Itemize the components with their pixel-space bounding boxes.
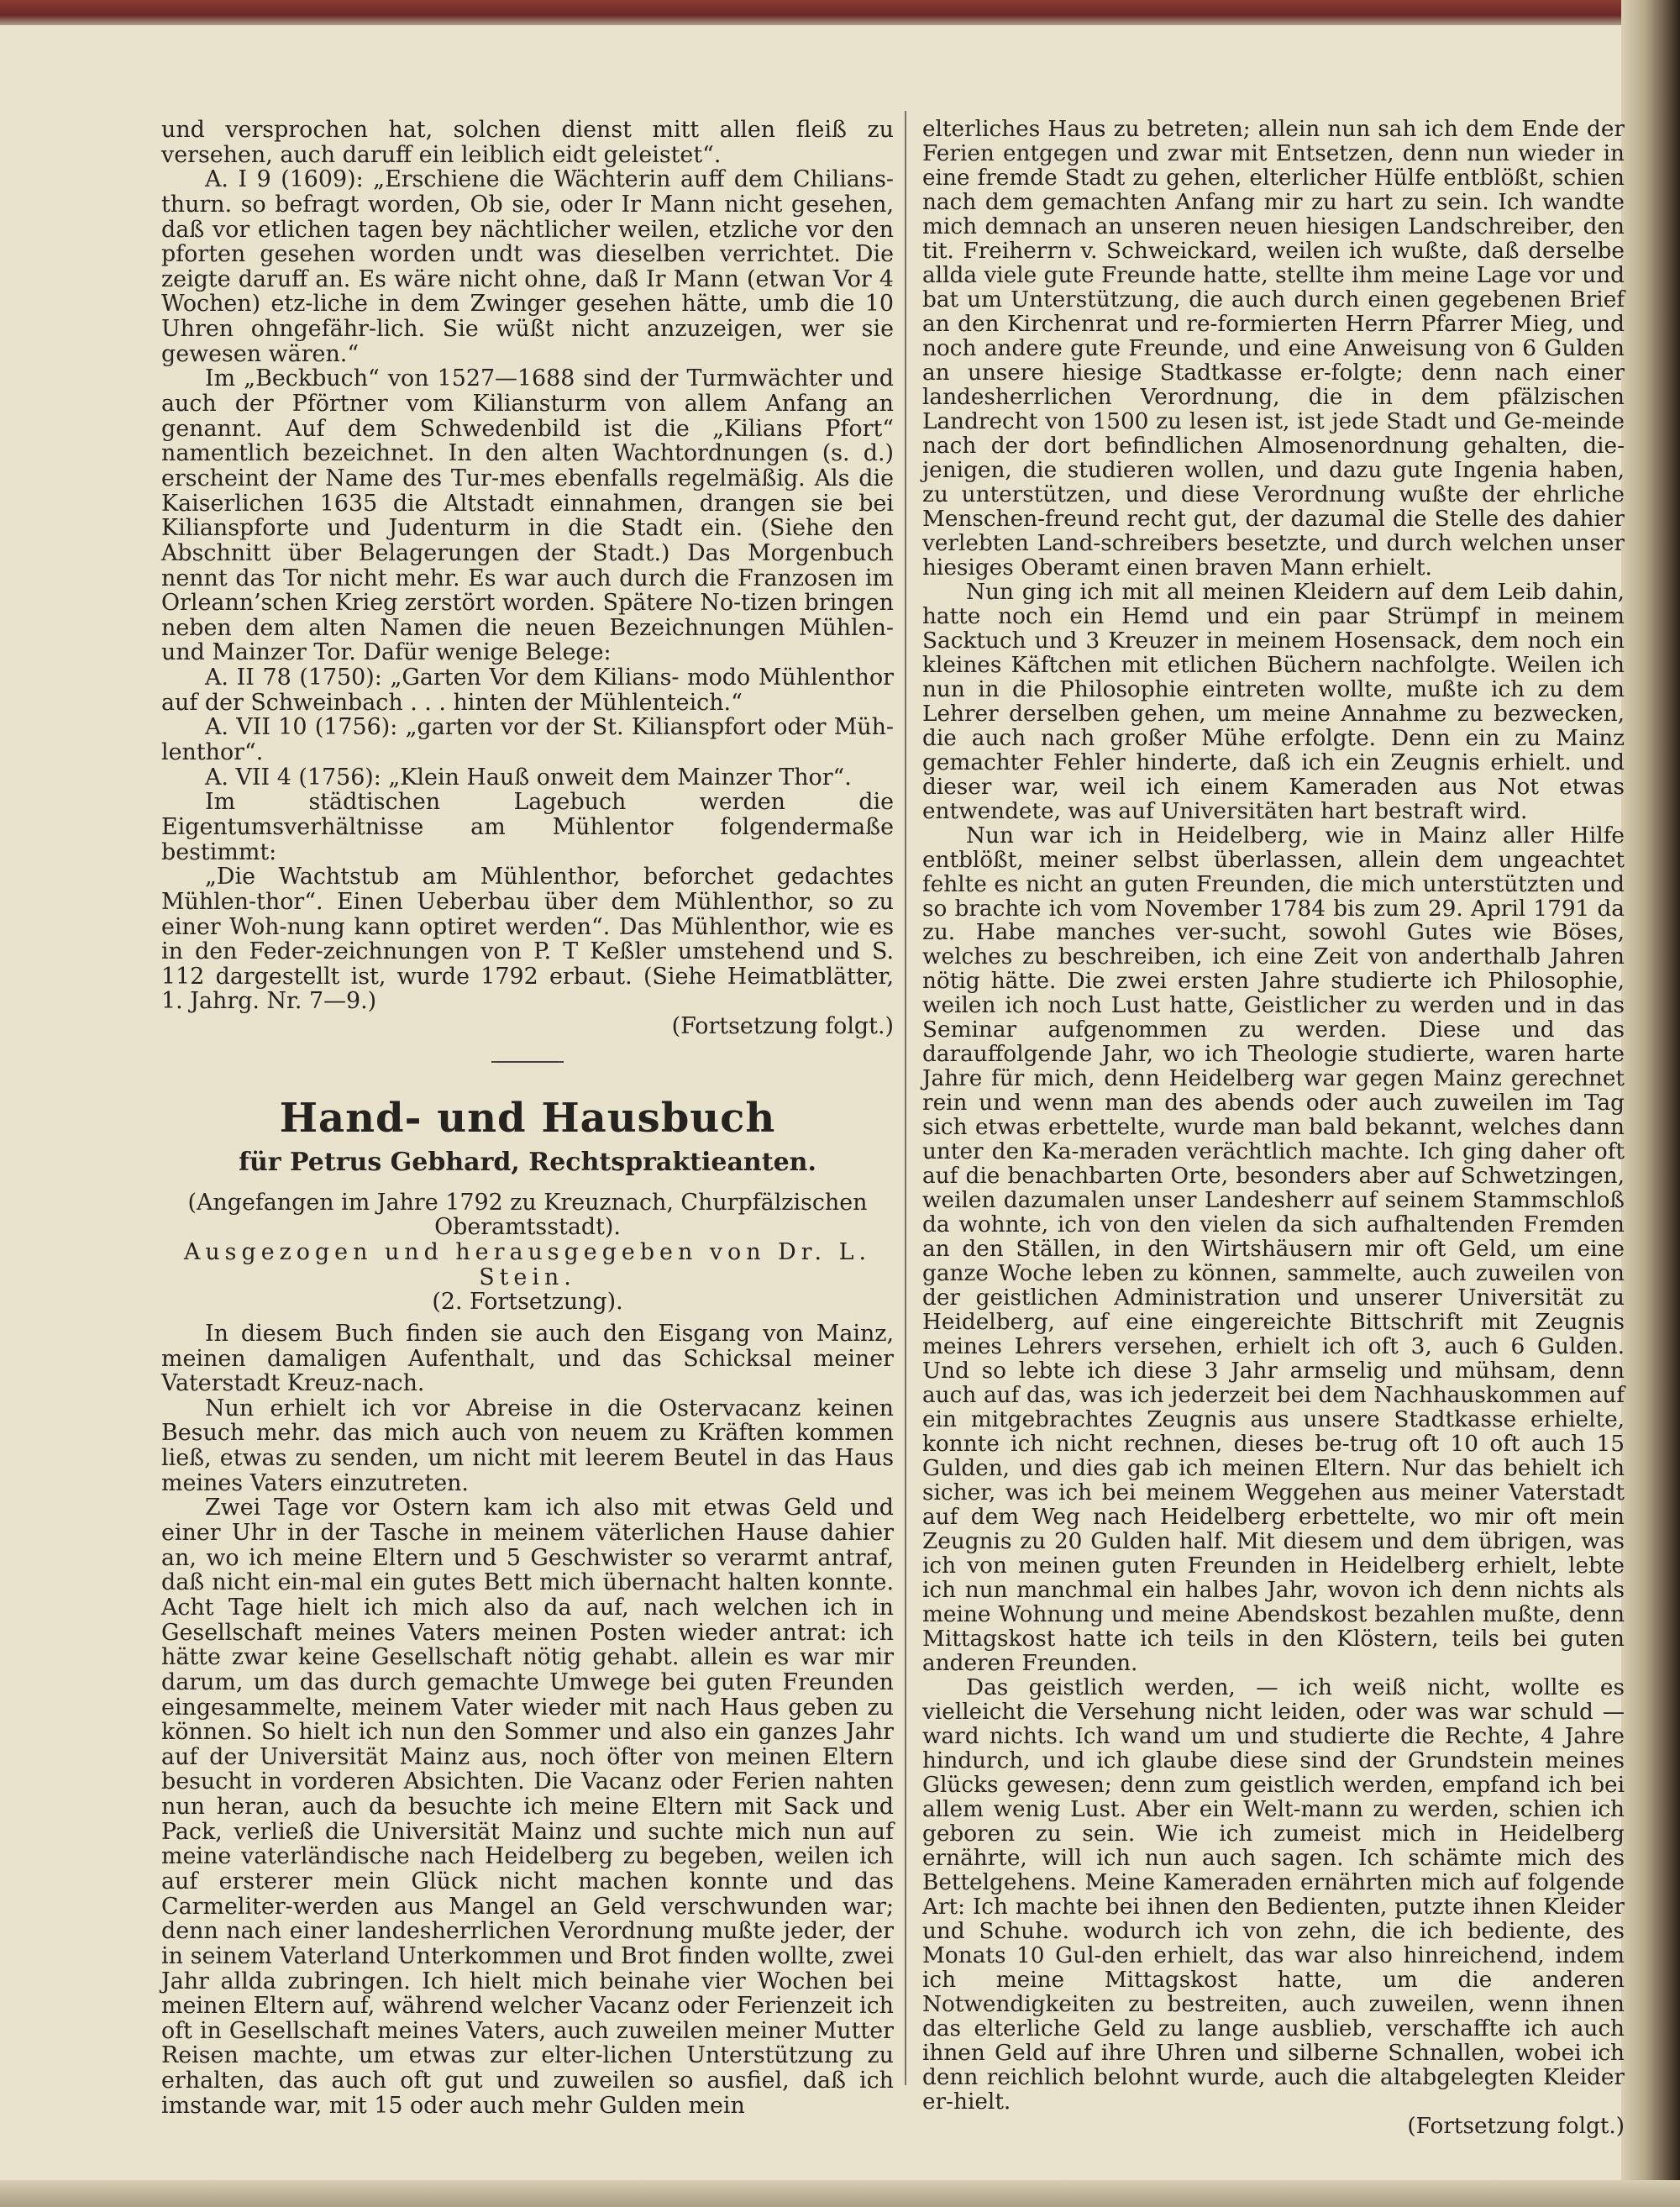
left-paragraph-1: und versprochen hat, solchen dienst mitt allen fleiß zu versehen, auch daruff ein leiblich eidt geleistet“. bbox=[161, 117, 894, 168]
left-paragraph-11: Zwei Tage vor Ostern kam ich also mit etwas Geld und einer Uhr in der Tasche in meinem väterlichen Hause dahier an, wo ich meine Eltern und 5 Geschwister so verarmt antraf, daß nicht ein-mal ein gutes Bett mich übernacht halten konnte. Acht Tage hielt ich mich also da auf, nach welchen ich in Gesellschaft meines Vaters meinen Posten wieder antrat: ich hätte zwar keine Gesellschaft nötig gehabt. allein es war mir darum, um das durch gemachte Umwege bei guten Freunden eingesammelte, meinem Vater wieder mit nach Haus geben zu können. So hielt ich nun den Sommer und also ein ganzes Jahr auf der Universität Mainz aus, noch öfter von meinen Eltern besucht in vorderen Absichten. Die Vacanz oder Ferien nahten nun heran, auch da besuchte ich meine Eltern mit Sack und Pack, verließ die Universität Mainz und suchte mich nun auf meine vaterländische nach Heidelberg zu begeben, weilen ich auf ersterer mein Glück nicht machen konnte und das Carmeliter-werden aus Mangel an Geld verschwunden war; denn nach einer landesherrlichen Verordnung mußte jeder, der in seinem Vaterland Unterkommen und Brot finden wollte, zwei Jahr allda zubringen. Ich hielt mich beinahe vier Wochen bei meinen Eltern auf, während welcher Vacanz oder Ferienzeit ich oft in Gesellschaft meines Vaters, auch zuweilen meiner Mutter Reisen machte, um etwas zur elter-lichen Unterstützung zu erhalten, das auch oft gut und zuweilen so ausfiel, daß ich imstande war, mit 15 oder auch mehr Gulden mein bbox=[161, 1495, 894, 2119]
article-subtitle: für Petrus Gebhard, Rechtspraktieanten. bbox=[239, 1147, 816, 1177]
book-top-edge bbox=[0, 0, 1680, 25]
book-bottom-edge bbox=[0, 2180, 1680, 2207]
left-paragraph-2: A. I 9 (1609): „Erschiene die Wächterin auff dem Chilians-thurn. so befragt worden, Ob sie, oder Ir Mann nicht gesehen, daß vor etlichen tagen bey nächtlicher weilen, etzliche vor den pforten gesehen worden undt was dieselben verrichtet. Die zeigte daruff an. Es wäre nicht ohne, daß Ir Mann (etwan Vor 4 Wochen) etz-liche in dem Zwinger gesehen hätte, umb die 10 Uhren ohngefähr-lich. Sie wüßt nicht anzuzeigen, wer sie gewesen wären.“ bbox=[161, 166, 894, 367]
left-paragraph-10: Nun erhielt ich vor Abreise in die Ostervacanz keinen Besuch mehr. das mich auch von neuem zu Kräften kommen ließ, etwas zu senden, um nicht mit leerem Beutel in das Haus meines Vaters einzutreten. bbox=[161, 1395, 894, 1496]
left-paragraph-5: A. VII 10 (1756): „garten vor der St. Kilianspfort oder Müh-lenthor“. bbox=[161, 714, 894, 766]
article-title: Hand- und Hausbuch bbox=[279, 1094, 776, 1142]
right-paragraph-3: Nun war ich in Heidelberg, wie in Mainz aller Hilfe entblößt, meiner selbst überlassen, allein dem ungeachtet fehlte es nicht an guten Freunden, die mich unterstützten und so brachte ich vom November 1784 bis zum 29. April 1791 da zu. Habe manches ver-sucht, sowohl Gutes wie Böses, welches zu beschreiben, ich eine Zeit von anderthalb Jahren nötig hätte. Die zwei ersten Jahre studierte ich Philosophie, weilen ich noch Lust hatte, Geistlicher zu werden und in das Seminar aufgenommen zu werden. Diese und das darauffolgende Jahr, wo ich Theologie studierte, waren harte Jahre für mich, denn Heidelberg war gegen Mainz gerechnet rein und wenn man des abends oder auch zuweilen im Tag sich etwas erbettelte, wurde man bald bekannt, welches dann unter den Ka-meraden verächtlich machte. Ich ging daher oft auf die benachbarten Orte, besonders aber auf Schwetzingen, weilen dazumalen unser Landesherr auf seinem Stammschloß da wohnte, ich von den vielen da sich aufhaltenden Fremden an den Ställen, in den Wirtshäusern mir oft Geld, um eine ganze Woche leben zu können, sammelte, auch zuweilen von der geistlichen Administration und unserer Universität zu Heidelberg, auf eine eingereichte Bittschrift mit Zeugnis meines Lehrers versehen, erhielt ich oft 3, auch 6 Gulden. Und so lebte ich diese 3 Jahr armselig und mühsam, denn auch auf das, was ich jederzeit bei dem Nachhauskommen auf ein mitgebrachtes Zeugnis aus unsere Stadtkasse erhielte, konnte ich nicht rechnen, dieses be-trug oft 10 oft auch 15 Gulden, und dies gab ich meinen Eltern. Nur das behielt ich sicher, was ich bei meinem Weggehen aus meiner Vaterstadt auf dem Weg nach Heidelberg erbettelte, wo mir oft mein Zeugnis zu 20 Gulden half. Mit diesem und dem übrigen, was ich von meinen guten Freunden in Heidelberg erhielt, lebte ich nun manchmal ein halbes Jahr, wovon ich denn nichts als meine Wohnung und meine Abendskost bezahlen mußte, denn Mittagskost hatte ich teils in den Klöstern, teils bei guten anderen Freunden. bbox=[922, 822, 1625, 1677]
left-paragraph-6: A. VII 4 (1756): „Klein Hauß onweit dem Mainzer Thor“. bbox=[205, 764, 852, 791]
right-paragraph-2: Nun ging ich mit all meinen Kleidern auf dem Leib dahin, hatte noch ein Hemd und ein paar Strümpf in meinem Sacktuch und 3 Kreuzer in meinem Hosensack, dem noch ein kleines Käftchen mit etlichen Büchern nachfolgte. Weilen ich nun in die Philosophie eintreten wollte, mußte ich zu dem Lehrer derselben gehen, um meine Annahme zu bezwecken, die auch nach großer Mühe erfolgte. Denn ein zu Mainz gemachter Fehler hinderte, daß ich ein Zeugnis erhielt. und dieser war, weil ich einem Kameraden aus Not etwas entwendete, was auf Universitäten hart bestraft wird. bbox=[922, 579, 1625, 824]
left-paragraph-3: Im „Beckbuch“ von 1527—1688 sind der Turmwächter und auch der Pförtner vom Kiliansturm von allem Anfang an genannt. Auf dem Schwedenbild ist die „Kilians Pfort“ namentlich bezeichnet. In den alten Wachtordnungen (s. d.) erscheint der Name des Tur-mes ebenfalls regelmäßig. Als die Kaiserlichen 1635 die Altstadt einnahmen, drangen sie bei Kilianspforte und Judenturm in die Stadt ein. (Siehe den Abschnitt über Belagerungen der Stadt.) Das Morgenbuch nennt das Tor nicht mehr. Es war auch durch die Franzosen im Orleann’schen Krieg zerstört worden. Spätere No-tizen bringen neben dem alten Namen die neuen Bezeichnungen Mühlen- und Mainzer Tor. Dafür wenige Belege: bbox=[161, 365, 894, 666]
column-divider bbox=[905, 111, 906, 2085]
continuation-note-2: (Fortsetzung folgt.) bbox=[1407, 2113, 1625, 2139]
left-paragraph-4: A. II 78 (1750): „Garten Vor dem Kilians- modo Mühlenthor auf der Schweinbach . . . hinten der Mühlenteich.“ bbox=[161, 665, 894, 716]
section-separator bbox=[491, 1061, 564, 1063]
right-column bbox=[922, 118, 1625, 2139]
article-origin: (Angefangen im Jahre 1792 zu Kreuznach, Churpfälzischen Oberamtsstadt). bbox=[187, 1189, 868, 1241]
left-paragraph-8: „Die Wachtstub am Mühlenthor, beforchet gedachtes Mühlen-thor“. Einen Ueberbau über dem Mühlenthor, so zu einer Woh-nung kann optiret werden“. Das Mühlenthor, wie es in den Feder-zeichnungen von P. T Keßler umstehend und S. 112 dargestellt ist, wurde 1792 erbaut. (Siehe Heimatblätter, 1. Jahrg. Nr. 7—9.) bbox=[161, 864, 894, 1015]
left-paragraph-9: In diesem Buch finden sie auch den Eisgang von Mainz, meinen damaligen Aufenthalt, und das Schicksal meiner Vaterstadt Kreuz-nach. bbox=[161, 1320, 894, 1397]
book-spine bbox=[1621, 0, 1680, 2207]
article-part: (2. Fortsetzung). bbox=[432, 1289, 623, 1316]
article-editor: Ausgezogen und herausgegeben von Dr. L. Stein. bbox=[183, 1238, 872, 1290]
right-paragraph-1: elterliches Haus zu betreten; allein nun sah ich dem Ende der Ferien entgegen und zwar mit Entsetzen, denn nun wieder in eine fremde Stadt zu gehen, elterlicher Hülfe entblößt, schien nach dem gemachten Anfang mir zu hart zu sein. Ich wandte mich demnach an unseren neuen hiesigen Landschreiber, den tit. Freiherrn v. Schweickard, weilen ich wußte, daß derselbe allda viele gute Freunde hatte, stellte ihm meine Lage vor und bat um Unterstützung, die auch durch einen gegebenen Brief an den Kirchenrat und re-formierten Herrn Pfarrer Mieg, und noch andere gute Freunde, und eine Anweisung von 6 Gulden an unsere hiesige Stadtkasse er-folgte; denn nach einer landesherrlichen Verordnung, die in dem pfälzischen Landrecht von 1500 zu lesen ist, ist jede Stadt und Ge-meinde nach der dort befindlichen Almosenordnung gehalten, die-jenigen, die studieren wollen, und dazu gute Ingenia haben, zu unterstützen, und diese Verordnung wußte der ehrliche Menschen-freund recht gut, der dazumal die Stelle des dahier verlebten Land-schreibers besetzte, und durch welchen unser hiesiges Oberamt einen braven Mann erhielt. bbox=[922, 117, 1625, 581]
left-column bbox=[161, 118, 894, 2118]
right-paragraph-4: Das geistlich werden, — ich weiß nicht, wollte es vielleicht die Versehung nicht leiden, oder was war schuld — ward nichts. Ich wand um und studierte die Rechte, 4 Jahre hindurch, und ich glaube diese sind der Grundstein meines Glücks gewesen; denn zum geistlich werden, empfand ich bei allem wenig Lust. Aber ein Welt-mann zu werden, schien ich geboren zu sein. Wie ich zumeist mich in Heidelberg ernährte, will ich nun auch sagen. Ich schämte mich des Bettelgehens. Meine Kameraden ernährten mich auf folgende Art: Ich machte bei ihnen den Bedienten, putzte ihnen Kleider und Schuhe. wodurch ich von zehn, die ich bediente, des Monats 10 Gul-den erhielt, das war also hinreichend, indem ich meine Mittagskost hatte, um die anderen Notwendigkeiten zu bestreiten, auch zuweilen, wenn ihnen das elterliche Geld zu lange ausblieb, verschaffte ich auch ihnen Geld auf ihre Uhren und silberne Schnallen, wobei ich denn reichlich belohnt wurde, auch die altabgelegten Kleider er-hielt. bbox=[922, 1675, 1625, 2115]
left-paragraph-7: Im städtischen Lagebuch werden die Eigentumsverhältnisse am Mühlentor folgendermaße bestimmt: bbox=[161, 789, 894, 865]
continuation-note-1: (Fortsetzung folgt.) bbox=[671, 1013, 894, 1040]
